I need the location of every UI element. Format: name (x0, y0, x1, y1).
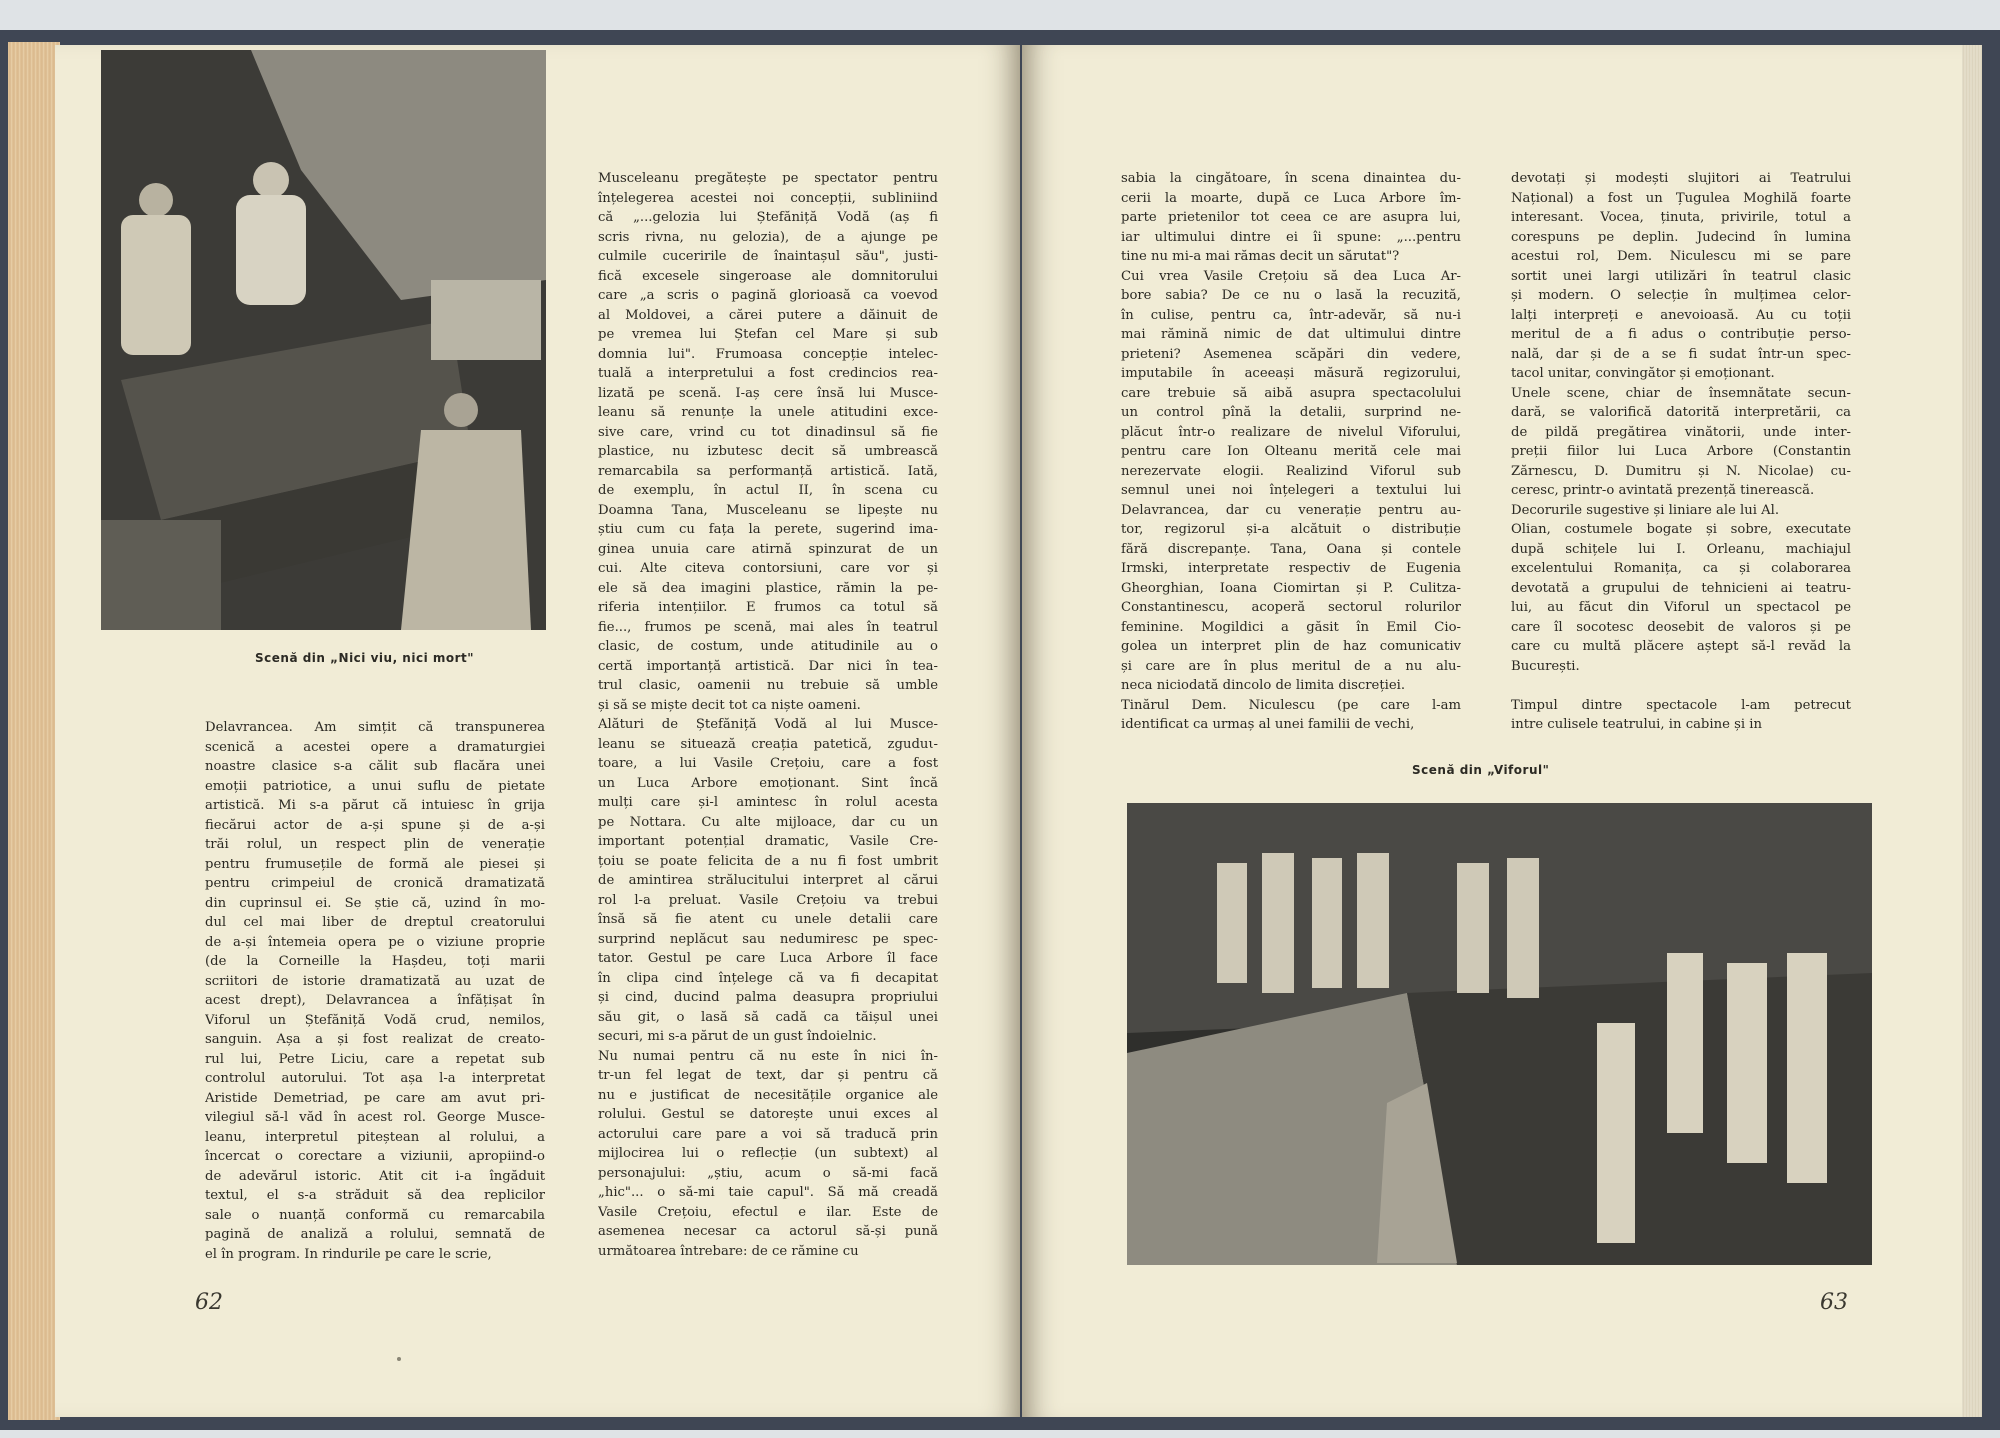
text-line: scriitori de istorie dramatizată au uzat de (205, 973, 545, 989)
text-line: rul lui, Petre Liciu, care a repetat sub (205, 1051, 545, 1067)
text-line: după schițele lui I. Orleanu, machiajul (1511, 541, 1851, 557)
text-line: toare, a lui Vasile Crețoiu, care a fost (598, 756, 938, 771)
text-line: ceresc, printr-o avintată prezență tinerească. (1511, 483, 1815, 498)
text-line: și care are în plus meritul de a nu alu- (1121, 658, 1461, 674)
text-line: în clipa cind înțelege că va fi decapitat (598, 970, 938, 986)
text-line: care îl socotesc deosebit de valoros și pe (1511, 619, 1851, 635)
text-line: tuală a interpretului a fost credincios rea- (598, 366, 938, 381)
text-line: lalți interpreți e anevoioasă. Au cu toții (1511, 307, 1851, 323)
text-line: pentru crimpeiul de cronică dramatizată (205, 876, 545, 891)
text-line: Viforul un Ștefăniță Vodă crud, nemilos, (205, 1012, 545, 1028)
text-line: imputabile în aceeași măsură regizorului, (1121, 366, 1461, 381)
text-line: încercat o corectare a viziunii, apropiind-o (205, 1149, 545, 1164)
text-line: sortit unei largi utilizări în teatrul clasic (1511, 268, 1851, 284)
text-line: neca niciodată dincolo de limita discreției. (1121, 678, 1406, 693)
text-line: însă să fie atent cu unele detalii care (598, 912, 938, 927)
text-line: tr-un fel legat de text, dar și pentru că (598, 1068, 938, 1083)
text-line: din cuprinsul ei. Se știe că, uzind în mo- (205, 895, 545, 911)
text-line: dară, se valorifică datorită interpretării, ca (1511, 405, 1851, 420)
text-line: ele să dea imagini plastice, rămin la pe- (598, 580, 938, 596)
text-line: bore sabia? De ce nu o lasă la recuzită, (1121, 288, 1461, 303)
text-line: identificat ca urmaș al unei familii de vechi, (1121, 717, 1415, 732)
text-line: București. (1511, 658, 1580, 674)
text-line: iar ultimului dintre ei îi spune: „...pentru (1121, 229, 1461, 245)
text-line: Național) a fost un Țugulea Moghilă foarte (1511, 190, 1851, 206)
text-line: care trebuie să aibă asupra spectacolului (1121, 385, 1461, 401)
text-line: lizată pe scenă. I-aș cere însă lui Musce- (598, 385, 938, 401)
text-line: Vasile Crețoiu, efectul e ilar. Este de (598, 1204, 938, 1220)
text-line: Gheorghian, Ioana Ciomirtan și P. Culitza- (1121, 580, 1461, 596)
text-line: nerezervate elogii. Realizind Viforul sub (1121, 463, 1461, 479)
text-column-2 (1511, 169, 1851, 735)
text-line: de a-și întemeia opera pe o viziune proprie (205, 934, 545, 950)
text-line: sive care, vrind cu tot dinadinsul să fie (598, 424, 938, 440)
text-line: rol l-a preluat. Vasile Crețoiu va trebui (598, 892, 938, 908)
text-line: Aristide Demetriad, pe care am avut pri- (205, 1090, 545, 1106)
text-line: pe Nottara. Cu alte mijloace, dar cu un (598, 814, 938, 830)
page-edges-right (1962, 45, 1982, 1417)
text-line: semnul unei noi înțelegeri a textului lui (1121, 483, 1461, 498)
text-line: golea un interpret plin de haz comunicativ (1121, 639, 1461, 654)
text-line: domnia lui". Frumoasa concepție intelec- (598, 346, 938, 362)
text-line: de adevărul istoric. Atit cit i-a îngăduit (205, 1168, 545, 1184)
text-line: Delavrancea, dar cu venerație pentru au- (1121, 502, 1461, 518)
page-mark (397, 1357, 401, 1361)
text-line: fără discrepanțe. Tana, Oana și contele (1121, 541, 1461, 557)
text-line: acestui rol, Dem. Niculescu mi se pare (1511, 249, 1851, 264)
text-line: lui, au făcut din Viforul un spectacol pe (1511, 600, 1851, 615)
text-line: trăi rolul, un respect plin de venerație (205, 837, 545, 852)
text-line: Constantinescu, acoperă sectorul rolurilor (1121, 600, 1461, 615)
text-line: leanu se situează creația patetică, zguduι- (598, 736, 938, 752)
text-line: al Moldovei, a cărei putere a dăinuit de (598, 307, 938, 323)
photo-caption: Scenă din „Viforul" (1412, 763, 1550, 777)
right-page (1022, 45, 1967, 1417)
left-page (55, 45, 1020, 1417)
text-line: țoiu se poate felicita de a nu fi fost umbrit (598, 853, 938, 869)
text-line: Doamna Tana, Musceleanu se lipește nu (598, 502, 938, 518)
text-line: vilegiul să-l văd în acest rol. George Musce- (205, 1110, 545, 1125)
text-line: rolului. Gestul se datorește unui exces al (598, 1107, 938, 1122)
text-line: Timpul dintre spectacole l-am petrecut (1511, 697, 1851, 713)
page-number: 63 (1820, 1290, 1848, 1315)
text-line: corespuns pe deplin. Judecind în lumina (1511, 229, 1851, 245)
text-line: următoarea întrebare: de ce rămine cu (598, 1243, 859, 1259)
text-line: tacol unitar, convingător și emoționant. (1511, 366, 1775, 381)
text-line: Olian, costumele bogate și sobre, executate (1511, 522, 1851, 537)
text-line: de amintirea strălucitului interpret al cărui (598, 873, 938, 888)
text-line: scris rivna, nu gelozia), de a ajunge pe (598, 229, 938, 245)
text-line: dul cel mai liber de dreptul creatorului (205, 915, 545, 930)
text-line: feminine. Mogildici a găsit în Emil Cio- (1121, 619, 1461, 635)
text-line: scenică a acestei opere a dramaturgiei (205, 739, 545, 755)
text-line: surprind neplăcut sau nedumiresc pe spec- (598, 931, 938, 947)
text-line: și modern. O selecție în mulțimea celor- (1511, 288, 1851, 303)
text-line: sabia la cingătoare, în scena dinaintea du- (1121, 171, 1461, 186)
text-line: meritul de a fi adus o contribuție perso- (1511, 327, 1851, 342)
text-line: riferia intențiilor. E frumos ca totul să (598, 600, 938, 615)
text-line: care cu multă plăcere aștept să-l revăd la (1511, 639, 1851, 654)
text-line: Nu numai pentru că nu este în nici în- (598, 1048, 938, 1064)
scene-photo-nici-viu (101, 50, 546, 630)
text-line: noastre clasice s-a călit sub flacăra unei (205, 759, 545, 774)
text-line: remarcabila sa performanță artistică. Iată, (598, 463, 938, 479)
photo-caption: Scenă din „Nici viu, nici mort" (255, 651, 475, 665)
text-line: nală, dar și de a se fi sudat într-un spec- (1511, 346, 1851, 362)
text-line: acest drept), Delavrancea a înfățișat în (205, 993, 545, 1008)
text-line: devotată a grupului de tehnicieni ai teatru- (1511, 580, 1851, 596)
text-line: emoții patriotice, a unui suflu de pietate (205, 778, 545, 794)
text-column-1 (205, 718, 545, 1264)
text-line: de exemplu, în actul II, în scena cu (598, 483, 938, 498)
text-line: mai rămină nimic de dat ultimului dintre (1121, 327, 1461, 342)
text-line: tator. Gestul pe care Luca Arbore îl face (598, 951, 938, 966)
text-line: pentru care Ion Olteanu merită cele mai (1121, 444, 1461, 459)
text-line: Tinărul Dem. Niculescu (pe care l-am (1121, 697, 1461, 713)
text-line: de pildă pregătirea vinătorii, unde inter- (1511, 424, 1851, 440)
text-line: leanu, interpretul piteștean al rolului, a (205, 1129, 545, 1145)
text-line: un Luca Arbore emoționant. Sint încă (598, 775, 938, 791)
text-line: știu cum cu fața la perete, sugerind ima- (598, 522, 938, 537)
text-line: el în program. In rindurile pe care le scrie, (205, 1246, 492, 1262)
text-line: trul clasic, oamenii nu trebuie să umble (598, 678, 938, 693)
text-line: Zărnescu, D. Dumitru și N. Nicolae) cu- (1511, 463, 1851, 479)
text-line: tine nu mi-a mai rămas decit un sărutat"? (1121, 249, 1400, 264)
text-line: cerii la moarte, după ce Luca Arbore îm- (1121, 190, 1461, 206)
text-line: pe vremea lui Ștefan cel Mare și sub (598, 327, 938, 342)
text-line: clasic, de costum, unde atitudinile au o (598, 639, 938, 654)
text-line: leanu să renunțe la unele atitudini exce- (598, 405, 938, 420)
text-line: mijlocirea lui o reflecție (un subtext) al (598, 1146, 938, 1161)
text-line: sanguin. Așa a și fost realizat de creato- (205, 1032, 545, 1047)
text-line: actorului care pare a voi să traducă prin (598, 1126, 938, 1142)
text-line: intre culisele teatrului, in cabine și in (1511, 717, 1762, 732)
text-line: că „...gelozia lui Ștefăniță Vodă (aș fi (598, 210, 938, 225)
text-line: pagină de analiză a rolului, semnată de (205, 1227, 545, 1242)
text-line: securi, mi s-a părut de un gust îndoielnic. (598, 1029, 877, 1044)
text-line: mulți care și-l amintesc în rolul acesta (598, 795, 938, 810)
text-line: și cind, ducind palma deasupra propriului (598, 990, 938, 1005)
text-line: excelentului Romanița, ca și colaborarea (1511, 561, 1851, 576)
text-line: și să se miște decit tot ca niște oameni. (598, 697, 861, 713)
text-line: ginea unuia care atirnă spinzurat de un (598, 541, 938, 557)
text-line: certă importanță artistică. Dar nici în tea- (598, 658, 938, 674)
text-line: nu e justificat de necesitățile organice ale (598, 1087, 938, 1103)
text-line: Musceleanu pregătește pe spectator pentru (598, 171, 938, 186)
text-line: plăcut într-o realizare de nivelul Viforului, (1121, 424, 1461, 440)
scene-photo-viforul (1127, 803, 1872, 1265)
text-line: asemenea necesar ca actorul să-și pună (598, 1224, 938, 1239)
text-line: Alături de Ștefăniță Vodă al lui Musce- (598, 717, 938, 732)
text-line: artistică. Mi s-a părut că intuiesc în grija (205, 798, 545, 813)
text-line (1511, 676, 1851, 696)
text-line: culmile cuceririle de înaintașul său", justi- (598, 249, 938, 264)
text-line: sale o nuanță conformă cu remarcabila (205, 1207, 545, 1223)
page-edges-left (8, 42, 60, 1420)
text-line: fiecărui actor de a-și spune și de a-și (205, 817, 545, 833)
text-line: devotați și modești slujitori ai Teatrului (1511, 171, 1851, 186)
text-line: său git, o lasă să cadă ca tăișul unei (598, 1009, 938, 1025)
text-line: plastice, nu izbutesc decit să umbrească (598, 444, 938, 459)
text-line: prieteni? Asemenea scăpări din vedere, (1121, 346, 1461, 362)
text-line: Decorurile sugestive și liniare ale lui Al. (1511, 502, 1780, 518)
text-line: Cui vrea Vasile Crețoiu să dea Luca Ar- (1121, 268, 1461, 284)
text-line: (de la Corneille la Hașdeu, toți marii (205, 954, 545, 969)
text-line: textul, el s-a străduit să dea replicilor (205, 1188, 545, 1203)
text-line: un control pînă la detalii, surprind ne- (1121, 405, 1461, 420)
text-line: controlul autorului. Tot așa l-a interpretat (205, 1071, 545, 1086)
text-column-1 (1121, 169, 1461, 735)
text-line: personajului: „știu, acum o să-mi facă (598, 1165, 938, 1181)
text-line: „hic"... o să-mi taie capul". Să mă creadă (598, 1185, 938, 1200)
page-number: 62 (195, 1290, 223, 1315)
text-line: în culise, pentru ca, într-adevăr, să nu-i (1121, 307, 1461, 323)
text-line: înțelegerea acestei noi concepții, subliniind (598, 190, 938, 206)
text-line: important potențial dramatic, Vasile Cre- (598, 834, 938, 849)
text-line: fie..., frumos pe scenă, mai ales în teatrul (598, 619, 938, 635)
text-line: cui. Alte citeva contorsiuni, care vor și (598, 561, 938, 576)
text-line: pentru frumusețile de formă ale piesei și (205, 856, 545, 872)
text-line: tor, regizorul și-a alcătuit o distribuție (1121, 522, 1461, 537)
text-line: care „a scris o pagină glorioasă ca voevod (598, 288, 938, 303)
text-line: fică excesele singeroase ale domnitorului (598, 268, 938, 284)
text-line: parte prietenilor tot ceea ce are asupra lui, (1121, 210, 1461, 225)
text-line: preții fiilor lui Luca Arbore (Constantin (1511, 444, 1851, 459)
text-line: Unele scene, chiar de însemnătate secun- (1511, 385, 1851, 401)
text-line: Irmski, interpretate respectiv de Eugenia (1121, 561, 1461, 576)
text-line: interesant. Vocea, ținuta, privirile, totul a (1511, 210, 1851, 225)
text-line: Delavrancea. Am simțit că transpunerea (205, 720, 545, 735)
text-column-2 (598, 169, 938, 1261)
